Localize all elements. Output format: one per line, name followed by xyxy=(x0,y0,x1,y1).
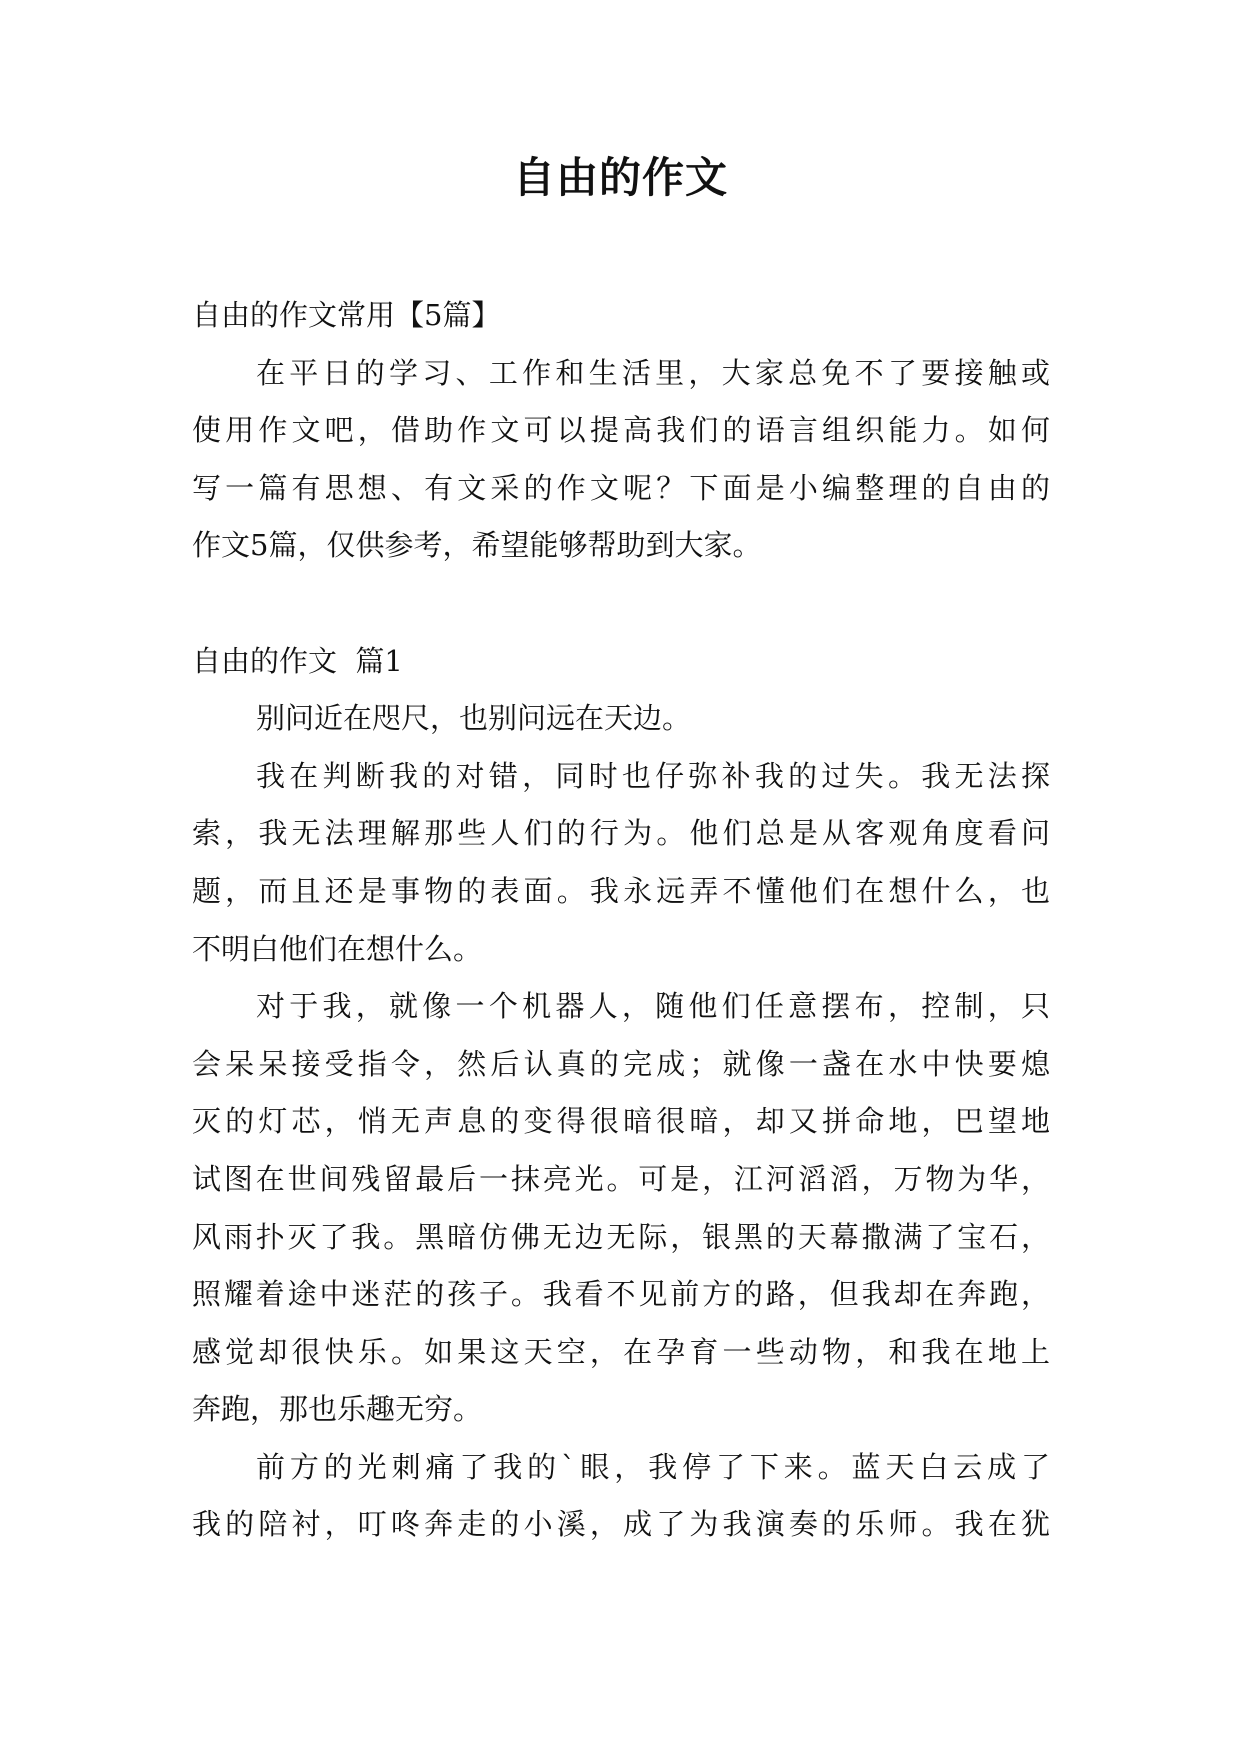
text-line: 风雨扑灭了我。黑暗仿佛无边无际，银黑的天幕撒满了宝石， xyxy=(192,1219,1050,1254)
text-line: 感觉却很快乐。如果这天空，在孕育一些动物，和我在地上 xyxy=(192,1334,1050,1369)
text-line: 别问近在咫尺，也别问远在天边。 xyxy=(256,701,692,736)
text-line: 作文5篇，仅供参考，希望能够帮助到大家。 xyxy=(192,528,762,563)
text-line: 照耀着途中迷茫的孩子。我看不见前方的路，但我却在奔跑， xyxy=(192,1277,1050,1312)
text-line: 在平日的学习、工作和生活里，大家总免不了要接触或 xyxy=(256,355,1050,390)
text-line: 奔跑，那也乐趣无穷。 xyxy=(192,1392,483,1427)
text-line: 灭的灯芯，悄无声息的变得很暗很暗，却又拼命地，巴望地 xyxy=(192,1104,1050,1139)
text-line: 试图在世间残留最后一抹亮光。可是，江河滔滔，万物为华， xyxy=(192,1161,1050,1196)
text-line: 使用作文吧，借助作文可以提高我们的语言组织能力。如何 xyxy=(192,413,1050,448)
text-line: 索，我无法理解那些人们的行为。他们总是从客观角度看问 xyxy=(192,816,1050,851)
body-paragraph xyxy=(192,748,1050,978)
document-title: 自由的作文 xyxy=(512,153,728,202)
text-line: 题，而且还是事物的表面。我永远弄不懂他们在想什么，也 xyxy=(192,873,1050,908)
body-paragraph xyxy=(192,1439,1050,1554)
text-line: 我的陪衬，叮咚奔走的小溪，成了为我演奏的乐师。我在犹 xyxy=(192,1507,1050,1542)
section-heading: 自由的作文 篇1 xyxy=(192,643,403,678)
text-line: 前方的光刺痛了我的`眼，我停了下来。蓝天白云成了 xyxy=(256,1449,1050,1484)
intro-paragraph xyxy=(192,345,1050,575)
text-line: 会呆呆接受指令，然后认真的完成；就像一盏在水中快要熄 xyxy=(192,1046,1050,1081)
text-line: 写一篇有思想、有文采的作文呢？下面是小编整理的自由的 xyxy=(192,470,1050,505)
body-paragraph xyxy=(192,690,1050,748)
document-subtitle: 自由的作文常用【5篇】 xyxy=(192,298,501,332)
text-line: 我在判断我的对错，同时也仔弥补我的过失。我无法探 xyxy=(256,758,1050,793)
text-line: 对于我，就像一个机器人，随他们任意摆布，控制，只 xyxy=(256,989,1050,1024)
document-body xyxy=(192,287,1050,1554)
body-paragraph xyxy=(192,978,1050,1439)
paragraph-spacer xyxy=(192,575,1050,633)
text-line: 不明白他们在想什么。 xyxy=(192,931,483,966)
